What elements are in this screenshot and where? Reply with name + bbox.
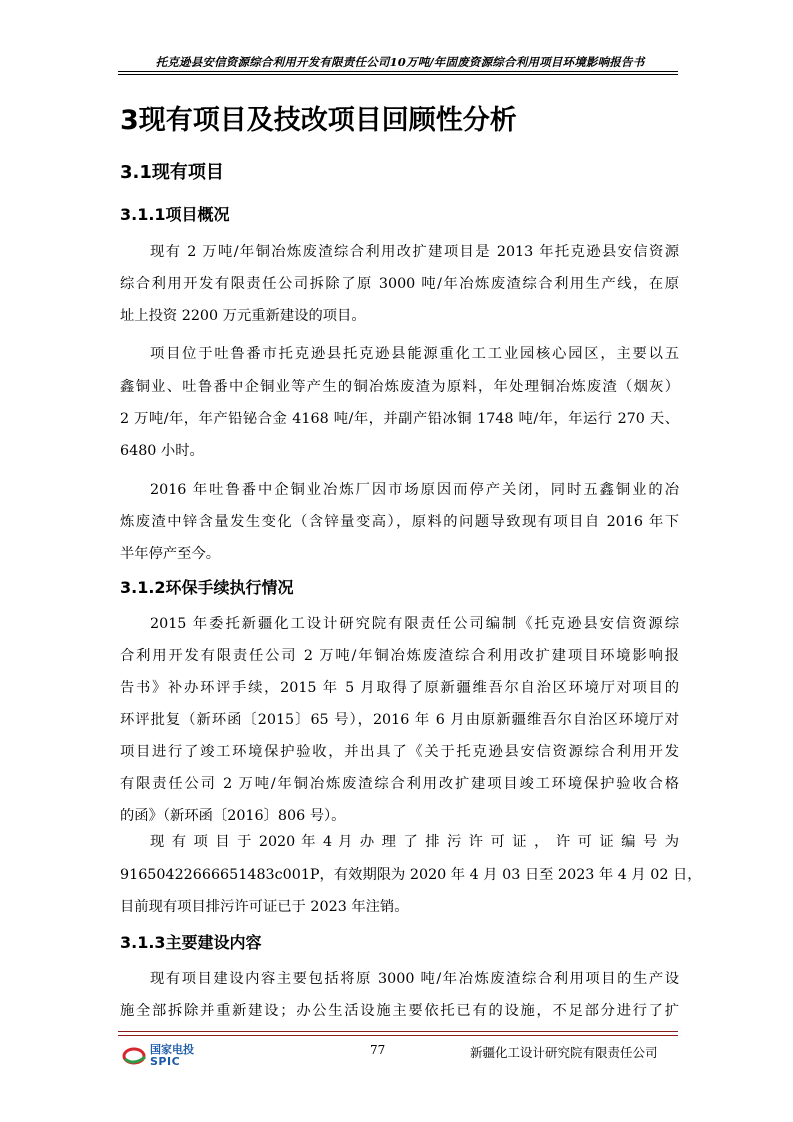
subsection-title: 3.1.2环保手续执行情况: [120, 578, 294, 597]
header-rule-thin: [118, 74, 678, 75]
subsection-title: 3.1.1项目概况: [120, 205, 230, 224]
paragraph-line: 的函》（新环函〔2016〕806 号）。: [120, 808, 346, 824]
paragraph-line: 半年停产至今。: [120, 546, 221, 562]
paragraph-line: 现有 2 万吨/年铜冶炼废渣综合利用改扩建项目是 2013 年托克逊县安信资源: [150, 244, 679, 260]
paragraph-line: 合利用开发有限责任公司 2 万吨/年铜冶炼废渣综合利用改扩建项目环境影响报: [120, 648, 679, 664]
paragraph-line: 91650422666651483c001P，有效期限为 2020 年 4 月 03 日至 2023 年 4 月 02 日，: [120, 867, 702, 883]
logo-text-en: SPIC: [150, 1055, 181, 1068]
footer-rule: [118, 1031, 678, 1032]
paragraph-line: 2 万吨/年，年产铅铋合金 4168 吨/年，并副产铅冰铜 1748 吨/年，年运行 270 天、: [120, 411, 679, 427]
footer-company: 新疆化工设计研究院有限责任公司: [470, 1045, 658, 1060]
subsection-title: 3.1.3主要建设内容: [120, 933, 262, 952]
paragraph-line: 目前现有项目排污许可证已于 2023 年注销。: [120, 899, 409, 915]
paragraph-line: 2015 年委托新疆化工设计研究院有限责任公司编制《托克逊县安信资源综: [150, 616, 679, 632]
footer-rule-thin: [118, 1035, 678, 1036]
paragraph-line: 综合利用开发有限责任公司拆除了原 3000 吨/年冶炼废渣综合利用生产线，在原: [120, 276, 679, 292]
paragraph-line: 炼废渣中锌含量发生变化（含锌量变高），原料的问题导致现有项目自 2016 年下: [120, 514, 679, 530]
paragraph-line: 现 有 项 目 于 2020 年 4 月 办 理 了 排 污 许 可 证 ， 许 可 证 编 号 为: [150, 834, 679, 850]
paragraph-line: 告书》补办环评手续，2015 年 5 月取得了原新疆维吾尔自治区环境厅对项目的: [120, 680, 679, 696]
section-title: 3.1现有项目: [120, 162, 224, 183]
paragraph-line: 施全部拆除并重新建设；办公生活设施主要依托已有的设施，不足部分进行了扩: [120, 1003, 679, 1019]
paragraph-line: 6480 小时。: [120, 443, 204, 459]
chapter-title: 3现有项目及技改项目回顾性分析: [120, 105, 517, 136]
logo-text-cn: 国家电投: [150, 1043, 194, 1056]
page-number: 77: [370, 1043, 386, 1057]
paragraph-line: 有限责任公司 2 万吨/年铜冶炼废渣综合利用改扩建项目竣工环境保护验收合格: [120, 776, 679, 792]
paragraph-line: 现有项目建设内容主要包括将原 3000 吨/年冶炼废渣综合利用项目的生产设: [150, 971, 679, 987]
paragraph-line: 环评批复（新环函〔2015〕65 号），2016 年 6 月由原新疆维吾尔自治区环境厅对: [120, 712, 679, 728]
paragraph-line: 址上投资 2200 万元重新建设的项目。: [120, 308, 366, 324]
paragraph-line: 项目进行了竣工环境保护验收，并出具了《关于托克逊县安信资源综合利用开发: [120, 744, 679, 760]
paragraph-line: 鑫铜业、吐鲁番中企铜业等产生的铜冶炼废渣为原料，年处理铜冶炼废渣（烟灰）: [120, 379, 679, 395]
header-text: 托克逊县安信资源综合利用开发有限责任公司10万吨/年固废资源综合利用项目环境影响报告书: [155, 55, 645, 69]
header-rule: [118, 71, 678, 72]
paragraph-line: 项目位于吐鲁番市托克逊县托克逊县能源重化工工业园核心园区，主要以五: [150, 346, 679, 362]
paragraph-line: 2016 年吐鲁番中企铜业冶炼厂因市场原因而停产关闭，同时五鑫铜业的冶: [150, 482, 679, 498]
